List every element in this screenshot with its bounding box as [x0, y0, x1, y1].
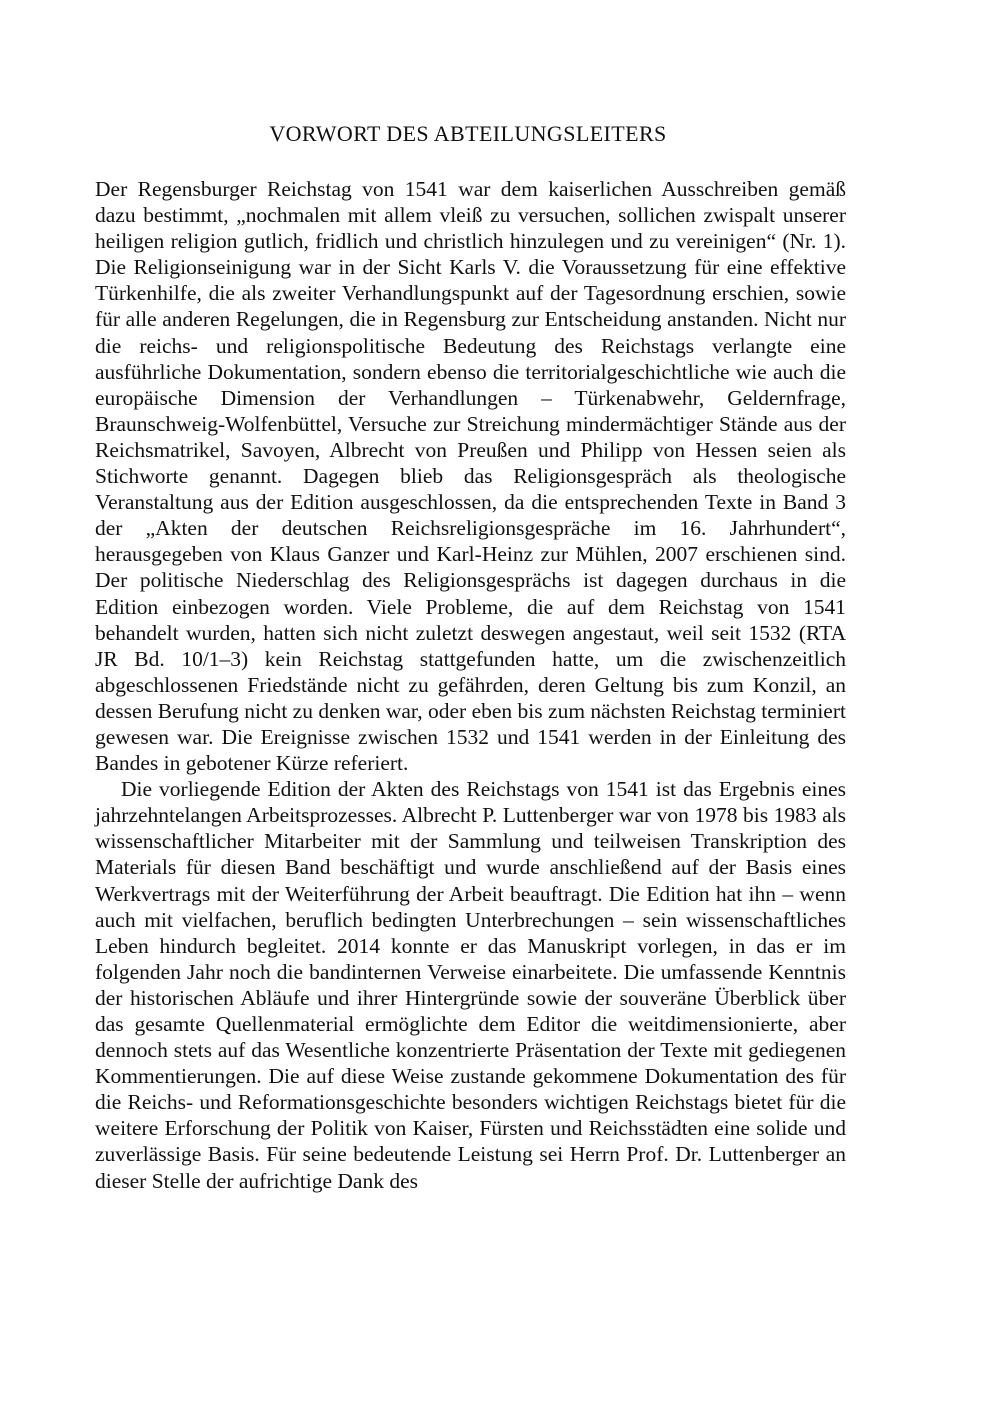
- page-title: VORWORT DES ABTEILUNGSLEITERS: [269, 121, 667, 146]
- paragraph-1: Der Regensburger Reichstag von 1541 war dem kaiserlichen Ausschreiben gemäß dazu bestimmt, „nochmalen mit allem vleiß zu versuchen, sollichen zwispalt unserer heiligen religion gutlich, fridlich und christlich hinzulegen und zu vereinigen“ (Nr. 1). Die Religionseinigung war in der Sicht Karls V. die Voraussetzung für eine effektive Türkenhilfe, die als zweiter Verhandlungspunkt auf der Tagesordnung erschien, sowie für alle anderen Regelungen, die in Regensburg zur Entscheidung anstanden. Nicht nur die reichs- und religionspolitische Bedeutung des Reichstags verlangte eine ausführliche Dokumentation, sondern ebenso die territorialgeschichtliche wie auch die europäische Dimension der Verhandlungen – Türkenabwehr, Geldernfrage, Braunschweig-Wolfenbüttel, Versuche zur Streichung mindermächtiger Stände aus der Reichsmatrikel, Savoyen, Albrecht von Preußen und Philipp von Hessen seien als Stichworte genannt. Dagegen blieb das Religionsgespräch als theologische Veranstaltung aus der Edition ausgeschlossen, da die entsprechenden Texte in Band 3 der „Akten der deutschen Reichsreligionsgespräche im 16. Jahrhundert“, herausgegeben von Klaus Ganzer und Karl-Heinz zur Mühlen, 2007 erschienen sind. Der politische Niederschlag des Religionsgesprächs ist dagegen durchaus in die Edition einbezogen worden. Viele Probleme, die auf dem Reichstag von 1541 behandelt wurden, hatten sich nicht zuletzt deswegen angestaut, weil seit 1532 (RTA JR Bd. 10/1–3) kein Reichstag stattgefunden hatte, um die zwischenzeitlich abgeschlossenen Friedstände nicht zu gefährden, deren Geltung bis zum Konzil, an dessen Berufung nicht zu denken war, oder eben bis zum nächsten Reichstag terminiert gewesen war. Die Ereignisse zwischen 1532 und 1541 werden in der Einleitung des Bandes in gebotener Kürze referiert.: [95, 177, 846, 776]
- body-text: [95, 176, 846, 1194]
- paragraph-2: Die vorliegende Edition der Akten des Reichstags von 1541 ist das Ergebnis eines jahrzehntelangen Arbeitsprozesses. Albrecht P. Luttenberger war von 1978 bis 1983 als wissenschaftlicher Mitarbeiter mit der Sammlung und teilweisen Transkription des Materials für diesen Band beschäftigt und wurde anschließend auf der Basis eines Werkvertrags mit der Weiterführung der Arbeit beauftragt. Die Edition hat ihn – wenn auch mit vielfachen, beruflich bedingten Unterbrechungen – sein wissenschaftliches Leben hindurch begleitet. 2014 konnte er das Manuskript vorlegen, in das er im folgenden Jahr noch die bandinternen Verweise einarbeitete. Die umfassende Kenntnis der historischen Abläufe und ihrer Hintergründe sowie der souveräne Überblick über das gesamte Quellenmaterial ermöglichte dem Editor die weitdimensionierte, aber dennoch stets auf das Wesentliche konzentrierte Präsentation der Texte mit gediegenen Kommentierungen. Die auf diese Weise zustande gekommene Dokumentation des für die Reichs- und Reformationsgeschichte besonders wichtigen Reichstags bietet für die weitere Erforschung der Politik von Kaiser, Fürsten und Reichsstädten eine solide und zuverlässige Basis. Für seine bedeutende Leistung sei Herrn Prof. Dr. Luttenberger an dieser Stelle der aufrichtige Dank des: [95, 777, 846, 1193]
